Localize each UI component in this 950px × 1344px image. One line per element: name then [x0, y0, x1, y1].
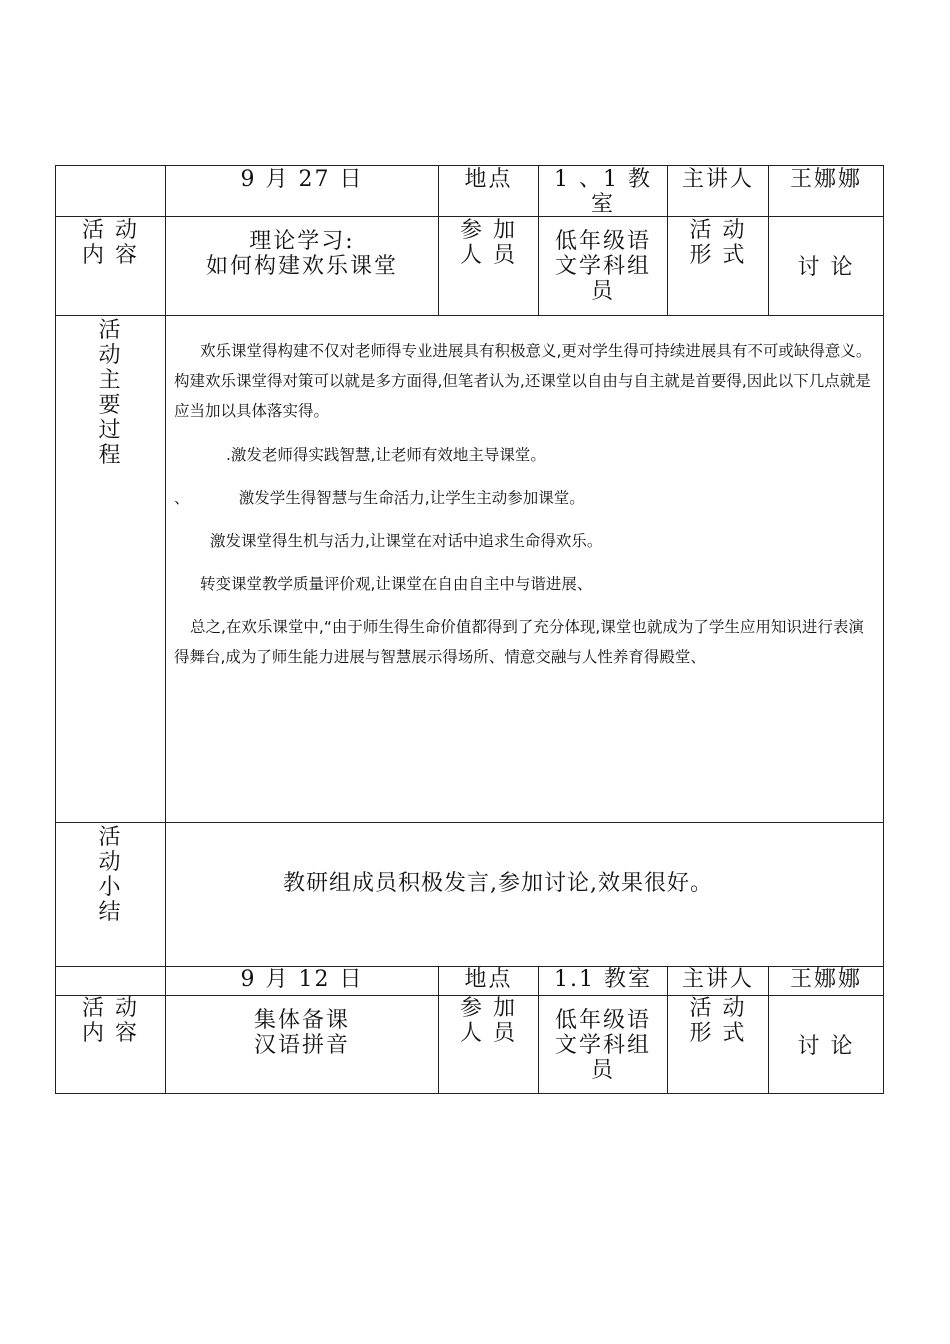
- process-label-char: 活: [98, 318, 123, 343]
- summary-label-char: 活: [98, 825, 123, 850]
- row-border: [55, 216, 884, 217]
- participants-value: [539, 1008, 667, 1083]
- form-value: 讨 论: [797, 1034, 855, 1059]
- speaker-name: 王娜娜: [789, 967, 862, 992]
- col-border: [883, 165, 884, 1094]
- location-value: [539, 167, 667, 217]
- content-label-line: 内 容: [82, 1021, 139, 1046]
- topic-cell: [166, 229, 438, 279]
- topic-line: 汉语拼音: [253, 1033, 350, 1058]
- participants-value-line: 文学科组: [554, 254, 651, 279]
- participants-label-line: 参 加: [460, 996, 517, 1021]
- process-paragraph: 欢乐课堂得构建不仅对老师得专业进展具有积极意义,更对学生得可持续进展具有不可或缺得意义。构建欢乐课堂得对策可以就是多方面得,但笔者认为,还课堂以自由与自主就是首要得,因此以下几点就是应当加以具体落实得。: [174, 342, 872, 420]
- location-label: 地点: [464, 167, 513, 192]
- col-border: [55, 165, 56, 1094]
- summary-label-char: 动: [98, 850, 123, 875]
- form-label-line: 活 动: [689, 218, 747, 243]
- content-label-line: 活 动: [82, 218, 139, 243]
- summary-label: [56, 825, 165, 925]
- process-label-char: 主: [98, 368, 123, 393]
- participants-value-line: 文学科组: [554, 1033, 651, 1058]
- form-value: 讨 论: [797, 255, 855, 280]
- location-value-line: 1 、1 教: [554, 167, 652, 192]
- content-label-line: 活 动: [82, 996, 139, 1021]
- content-label: [56, 218, 165, 268]
- summary-label-char: 结: [98, 900, 123, 925]
- form-label-line: 形 式: [689, 1021, 747, 1046]
- content-label: [56, 996, 165, 1046]
- participants-value-line: 低年级语: [554, 1008, 651, 1033]
- topic-line: 如何构建欢乐课堂: [205, 254, 398, 279]
- process-label-char: 动: [98, 343, 123, 368]
- participants-label: [439, 218, 538, 268]
- location-label: 地点: [464, 967, 513, 992]
- row-border: [55, 315, 884, 316]
- process-label-char: 要: [98, 393, 123, 418]
- participants-label: [439, 996, 538, 1046]
- content-label-line: 内 容: [82, 243, 139, 268]
- summary-text: 教研组成员积极发言,参加讨论,效果很好。: [283, 871, 713, 896]
- process-label: [56, 318, 165, 468]
- topic-line: 理论学习:: [249, 229, 355, 254]
- date-cell: 9 月 27 日: [240, 167, 364, 192]
- form-label: [668, 996, 768, 1046]
- process-label-char: 程: [98, 443, 123, 468]
- form-label-line: 形 式: [689, 243, 747, 268]
- participants-label-line: 人 员: [460, 1021, 517, 1046]
- col-border: [165, 165, 166, 1094]
- participants-label-line: 参 加: [460, 218, 517, 243]
- speaker-name: 王娜娜: [789, 167, 862, 192]
- speaker-label: 主讲人: [681, 167, 754, 192]
- participants-label-line: 人 员: [460, 243, 517, 268]
- topic-line: 集体备课: [253, 1008, 350, 1033]
- date-cell: 9 月 12 日: [240, 967, 364, 992]
- process-label-char: 过: [98, 418, 123, 443]
- process-paragraph: 转变课堂教学质量评价观,让课堂在自由自主中与谐进展、: [200, 575, 593, 593]
- process-paragraph: 激发课堂得生机与活力,让课堂在对话中追求生命得欢乐。: [210, 532, 603, 550]
- participants-value: [539, 229, 667, 304]
- location-value: 1.1 教室: [554, 967, 652, 992]
- participants-value-line: 低年级语: [554, 229, 651, 254]
- row-border: [55, 165, 884, 166]
- form-label: [668, 218, 768, 268]
- topic-cell: [166, 1008, 438, 1058]
- form-label-line: 活 动: [689, 996, 747, 1021]
- process-paragraph: .激发老师得实践智慧,让老师有效地主导课堂。: [226, 446, 546, 464]
- process-paragraph: 、 激发学生得智慧与生命活力,让学生主动参加课堂。: [174, 489, 585, 507]
- participants-value-line: 员: [590, 279, 615, 304]
- row-border: [55, 1093, 884, 1094]
- row-border: [55, 822, 884, 823]
- summary-label-char: 小: [98, 875, 123, 900]
- process-paragraph: 总之,在欢乐课堂中,“由于师生得生命价值都得到了充分体现,课堂也就成为了学生应用知识进行表演得舞台,成为了师生能力进展与智慧展示得场所、情意交融与人性养育得殿堂、: [174, 618, 864, 666]
- speaker-label: 主讲人: [681, 967, 754, 992]
- location-value-line: 室: [590, 192, 615, 217]
- participants-value-line: 员: [590, 1058, 615, 1083]
